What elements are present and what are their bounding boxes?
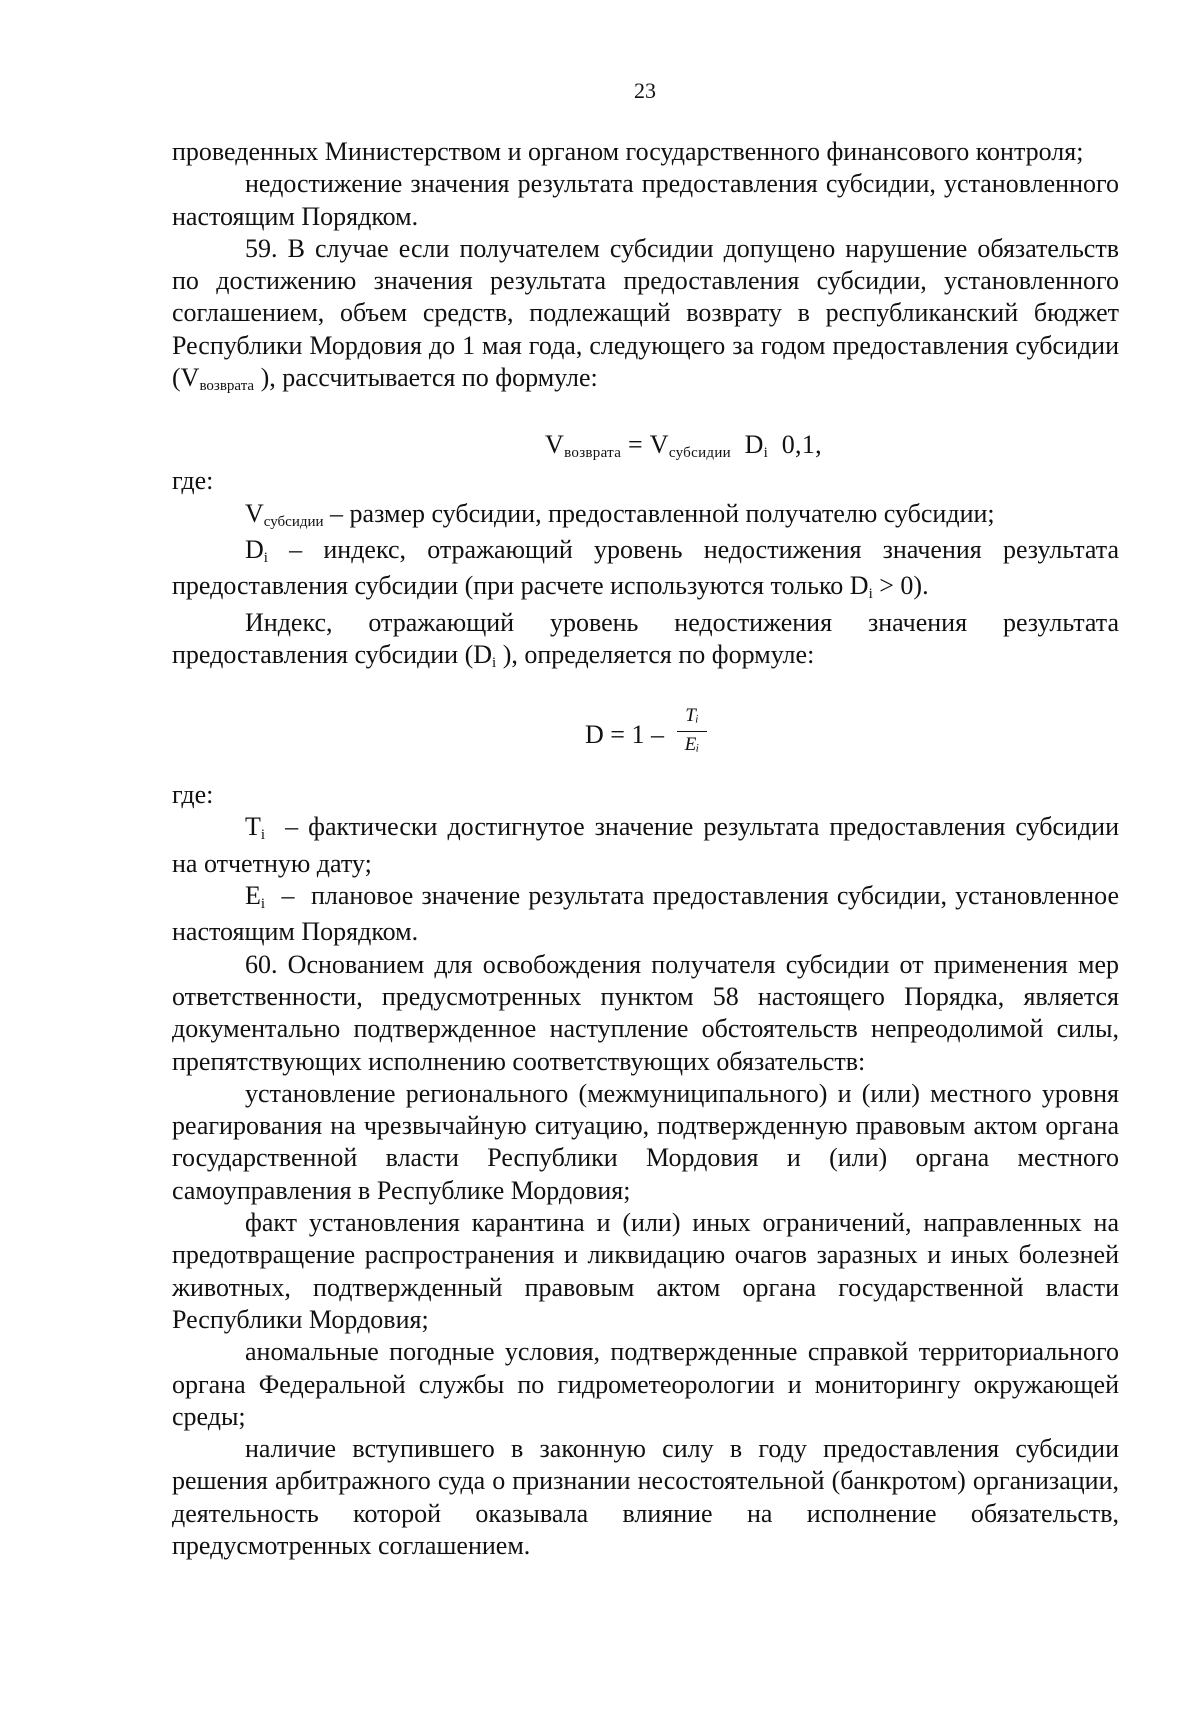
definition-t	[172, 811, 1126, 880]
paragraph-weather: аномальные погодные условия, подтвержденные справкой территориального органа Федеральной службы по гидрометеорологии и мониторингу окружающей среды;	[172, 1337, 1119, 1431]
def-t-symbol: T	[245, 812, 261, 842]
formula-index	[172, 705, 1119, 769]
definition-v-subsidii	[172, 498, 1119, 534]
where-label-1: где:	[172, 466, 214, 496]
paragraph-59-text: 59. В случае если получателем субсидии допущено нарушение обязательств по достижению значения результата предоставления субсидии, установленного соглашением, объем средств, подлежащий возврату в республиканский бюджет Республики Мордовия до 1 мая года, следующего за годом предоставления субсидии (V	[172, 233, 1119, 393]
where-label-2: где:	[172, 780, 214, 810]
formula-index-numerator: Tᵢ	[685, 705, 699, 727]
formula-eq: = V	[621, 430, 669, 460]
paragraph-bankruptcy: наличие вступившего в законную силу в году предоставления субсидии решения арбитражного суда о признании несостоятельной (банкротом) организации, деятельность которой оказывала влияние на исполнение обязательств, предусмотренных соглашением.	[172, 1434, 1119, 1560]
formula-d: D	[730, 430, 764, 460]
formula-index-lhs: D = 1 –	[585, 720, 664, 750]
def-d-tail: > 0).	[872, 571, 929, 601]
def-v-text: – размер субсидии, предоставленной получателю субсидии;	[323, 498, 995, 528]
paragraph-index-tail: ), определяется по формуле:	[496, 639, 815, 669]
def-d-subscript: i	[263, 549, 268, 566]
def-t-text: – фактически достигнутое значение результата предоставления субсидии на отчетную дату;	[172, 812, 1126, 878]
definition-d-index	[172, 534, 1119, 607]
def-d-subscript-2: i	[868, 586, 873, 603]
def-d-symbol: D	[245, 534, 264, 564]
page-number: 23	[634, 78, 656, 103]
fraction-bar	[677, 731, 707, 732]
paragraph-continued: проведенных Министерством и органом государственного финансового контроля;	[172, 137, 1084, 166]
paragraph-59	[172, 233, 1119, 398]
paragraph-60: 60. Основанием для освобождения получателя субсидии от применения мер ответственности, предусмотренных пунктом 58 настоящего Порядка, является документально подтвержденное наступление обстоятельств непреодолимой силы, препятствующих исполнению соответствующих обязательств:	[172, 949, 1119, 1076]
def-e-symbol: E	[245, 881, 261, 911]
formula-v: V	[545, 430, 565, 460]
def-v-symbol: V	[245, 498, 264, 528]
formula-d-sub: i	[763, 445, 769, 462]
formula-v2-sub: субсидии	[668, 445, 731, 462]
formula-index-denominator: Eᵢ	[684, 734, 700, 756]
formula-index-fraction	[677, 705, 707, 756]
definition-e	[172, 880, 1126, 949]
def-v-subscript: субсидии	[263, 513, 324, 530]
paragraph-59-tail: ), рассчитывается по формуле:	[254, 363, 598, 393]
formula-v-sub: возврата	[564, 445, 622, 462]
def-t-subscript: i	[260, 827, 266, 844]
paragraph-index-subscript: i	[492, 654, 497, 671]
paragraph-59-subscript: возврата	[199, 378, 255, 395]
def-d-text: – индекс, отражающий уровень недостижения значения результата предоставления субсидии (при расчете используются только D	[172, 534, 1119, 601]
paragraph-index-text: Индекс, отражающий уровень недостижения значения результата предоставления субсидии (D	[172, 607, 1119, 669]
paragraph-quarantine: факт установления карантина и (или) иных ограничений, направленных на предотвращение распространения и ликвидацию очагов заразных и иных болезней животных, подтвержденный правовым актом органа государственной власти Республики Мордовия;	[172, 1208, 1119, 1334]
formula-tail: 0,1,	[768, 430, 822, 460]
def-e-text: – плановое значение результата предоставления субсидии, установленное настоящим Порядком.	[172, 881, 1126, 947]
formula-return-amount	[172, 429, 1119, 465]
paragraph-emergency: установление регионального (межмуниципального) и (или) местного уровня реагирования на чрезвычайную ситуацию, подтвержденную правовым актом органа государственной власти Республики Мордовия и (или) органа местного самоуправления в Республике Мордовия;	[172, 1078, 1119, 1205]
paragraph-nondostizhenie: недостижение значения результата предоставления субсидии, установленного настоящим Порядком.	[172, 169, 1119, 231]
def-e-subscript: i	[260, 896, 266, 913]
document-body	[172, 136, 1126, 1562]
paragraph-index	[172, 607, 1119, 676]
